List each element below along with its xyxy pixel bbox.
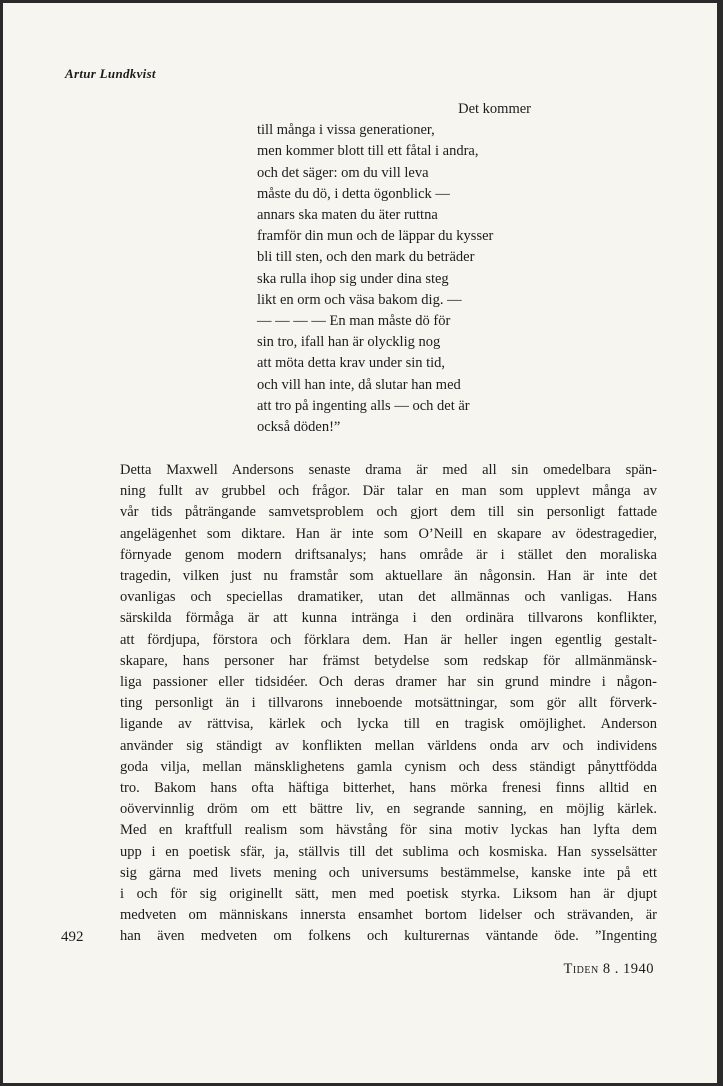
body-line: ovanligas och speciellas dramatiker, utan det allmännas och vanligas. Hans bbox=[120, 589, 657, 606]
poem-line: annars ska maten du äter ruttna bbox=[257, 207, 438, 224]
poem-line: — — — — En man måste dö för bbox=[257, 313, 451, 330]
body-line: i och för sig originellt sätt, men med poetisk styrka. Liksom han är djupt bbox=[120, 886, 657, 903]
poem-line: likt en orm och väsa bakom dig. — bbox=[257, 291, 462, 308]
body-line: liga passioner eller tidsidéer. Och deras dramer har sin grund mindre i någon- bbox=[120, 674, 657, 691]
poem-line: och vill han inte, då slutar han med bbox=[257, 376, 461, 393]
poem-line: att möta detta krav under sin tid, bbox=[257, 355, 446, 372]
body-line: skapare, hans personer har främst betydelse som redskap för allmänmänsk- bbox=[120, 652, 657, 669]
body-line: sig gärna med livets mening och universums bestämmelse, kanske inte på ett bbox=[120, 864, 657, 881]
body-line: angelägenhet som diktare. Han är inte som O’Neill en skapare av ödestragedier, bbox=[120, 525, 657, 542]
body-line: tro. Bakom hans ofta häftiga bitterhet, hans mörka frenesi finns alltid en bbox=[120, 780, 657, 797]
poem-line: Det kommer bbox=[458, 101, 531, 117]
body-line: goda vilja, mellan mänsklighetens gamla cynism och dess ständigt pånyttfödda bbox=[120, 758, 657, 775]
body-line: tragedin, vilken just nu framstår som aktuellare än någonsin. Han är inte det bbox=[120, 568, 657, 585]
poem-line: ska rulla ihop sig under dina steg bbox=[257, 270, 449, 287]
page bbox=[3, 3, 717, 1083]
body-line: särskilda förmåga är att kunna intränga i den ordinära tillvarons konflikter, bbox=[120, 610, 657, 627]
body-line: att fördjupa, förstora och förklara dem. Han är heller ingen egentlig gestalt- bbox=[120, 631, 657, 648]
poem-line: bli till sten, och den mark du beträder bbox=[257, 249, 475, 266]
running-header-author: Artur Lundkvist bbox=[65, 66, 156, 81]
poem-line: framför din mun och de läppar du kysser bbox=[257, 228, 494, 245]
body-line: upp i en poetisk sfär, ja, ställvis till det sublima och kosmiska. Han sysselsätter bbox=[120, 843, 657, 860]
poem-line: måste du dö, i detta ögonblick — bbox=[257, 185, 450, 202]
poem-quote bbox=[257, 99, 557, 438]
journal-name: Tiden bbox=[563, 961, 599, 977]
journal-footer bbox=[564, 961, 655, 978]
body-line: ting personligt än i tillvarons inneboende motsättningar, som gör allt förverk- bbox=[120, 695, 657, 712]
body-line: vår tids påträngande samvetsproblem och gjort dem till sin personligt fattade bbox=[120, 504, 657, 521]
poem-line: till många i vissa generationer, bbox=[257, 122, 435, 139]
body-paragraph bbox=[120, 460, 657, 948]
poem-line: att tro på ingenting alls — och det är bbox=[257, 397, 470, 414]
poem-line: också döden!” bbox=[257, 419, 341, 436]
poem-line: men kommer blott till ett fåtal i andra, bbox=[257, 143, 479, 160]
body-line: använder sig ständigt av konflikten mellan världens onda arv och individens bbox=[120, 737, 657, 754]
body-line: förnyade genom modern driftsanalys; hans område är i stället den moraliska bbox=[120, 546, 657, 563]
page-number: 492 bbox=[61, 929, 84, 945]
poem-line: sin tro, ifall han är olycklig nog bbox=[257, 334, 441, 351]
body-line: ligande av rättvisa, kärlek och lycka till en tragisk omöjlighet. Anderson bbox=[120, 716, 657, 733]
body-line: Med en kraftfull realism som hävstång för sina motiv lyckas han lyfta dem bbox=[120, 822, 657, 839]
body-line: medveten om människans innersta ensamhet bortom lidelser och strävanden, är bbox=[120, 907, 657, 924]
body-line: oövervinnlig dröm om ett bättre liv, en segrande sanning, en möjlig kärlek. bbox=[120, 801, 657, 818]
body-line: Detta Maxwell Andersons senaste drama är med all sin omedelbara spän- bbox=[120, 462, 657, 478]
poem-line: och det säger: om du vill leva bbox=[257, 164, 429, 181]
body-line: ning fullt av grubbel och frågor. Där talar en man som upplevt många av bbox=[120, 483, 657, 500]
journal-issue: 8 . 1940 bbox=[602, 961, 654, 977]
body-line: han även medveten om folkens och kulturernas väntande öde. ”Ingenting bbox=[120, 928, 657, 945]
